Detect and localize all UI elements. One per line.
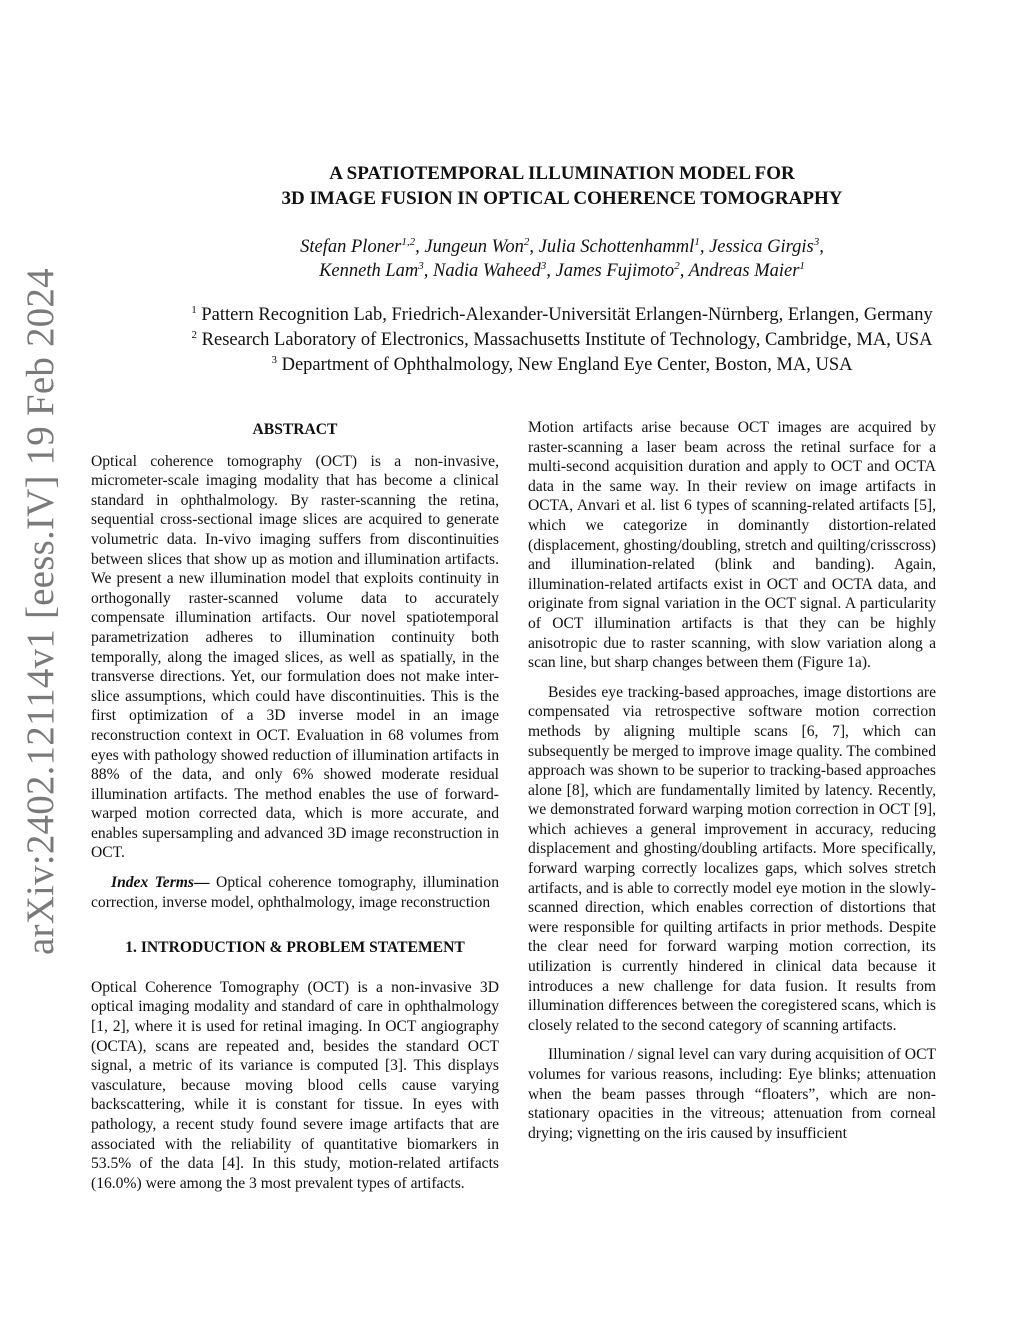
author-list bbox=[100, 235, 1024, 283]
arxiv-identifier: arXiv:2402.12114v1 [eess.IV] 19 Feb 2024 bbox=[19, 268, 62, 955]
author-separator: , bbox=[423, 261, 433, 281]
affiliation-text: Department of Ophthalmology, New England Eye Center, Boston, MA, USA bbox=[281, 355, 853, 375]
affiliation-text: Research Laboratory of Electronics, Massachusetts Institute of Technology, Cambridge, MA, USA bbox=[201, 330, 933, 350]
author-separator: , bbox=[529, 237, 539, 257]
author-affil-sup: 3 bbox=[540, 260, 547, 272]
author-line-1 bbox=[100, 235, 1024, 259]
abstract-heading: ABSTRACT bbox=[252, 421, 338, 438]
index-terms bbox=[91, 873, 499, 912]
author-name: Julia Schottenhamml bbox=[538, 237, 695, 257]
intro-paragraph-1: Optical Coherence Tomography (OCT) is a non-invasive 3D optical imaging modality and standard of care in ophthalmology [1, 2], where it is used for retinal imaging. In OCT angiography (OCTA), scans are repeated and, besides the standard OCT signal, a metric of its variance is computed [3]. This displays vasculature, because moving blood cells cause varying backscattering, while it is constant for tissue. In eyes with pathology, a recent study found severe image artifacts that are associated with the reliability of quantitative biomarkers in 53.5% of the data [4]. In this study, motion-related artifacts (16.0%) were among the 3 most prevalent types of artifacts. bbox=[91, 978, 499, 1192]
author-affil-sup: 2 bbox=[523, 236, 530, 248]
abstract-text: Optical coherence tomography (OCT) is a non-invasive, micrometer-scale imaging modality that has become a clinical standard in ophthalmology. By raster-scanning the retina, sequential cross-sectional image slices are acquired to generate volumetric data. In-vivo imaging suffers from discontinuities between slices that show up as motion and illumination artifacts. We present a new illumination model that exploits continuity in orthogonally raster-scanned volume data to accurately compensate illumination artifacts. Our novel spatiotemporal parametrization adheres to illumination continuity both temporally, along the imaged slices, as well as spatially, in the transverse directions. Yet, our formulation does not make inter-slice assumptions, which could have discontinuities. This is the first optimization of a 3D inverse model in an image reconstruction context in OCT. Evaluation in 68 volumes from eyes with pathology showed reduction of illumination artifacts in 88% of the data, and only 6% showed moderate residual illumination artifacts. The method enables the use of forward-warped motion corrected data, which is more accurate, and enables supersampling and advanced 3D image reconstruction in OCT. bbox=[91, 452, 499, 862]
intro-paragraph-3: Illumination / signal level can vary during acquisition of OCT volumes for various reasons, including: Eye blinks; attenuation when the beam passes through “floaters”, which are non-stationary opacities in the vitreous; attenuation from corneal drying; vignetting on the iris caused by insufficient bbox=[528, 1046, 936, 1142]
affiliation-3 bbox=[100, 353, 1024, 378]
paper-title bbox=[100, 161, 1024, 211]
author-name: Stefan Ploner bbox=[300, 237, 402, 257]
intro-paragraph-2: Besides eye tracking-based approaches, image distortions are compensated via retrospective software motion correction methods by aligning multiple scans [6, 7], which can subsequently be merged to improve image quality. The combined approach was shown to be superior to tracking-based approaches alone [8], which are fundamentally limited by latency. Recently, we demonstrated forward warping motion correction in OCT [9], which achieves a general improvement in accuracy, reducing displacement and ghosting/doubling artifacts. More specifically, forward warping correctly localizes gaps, which solves stretch artifacts, and is able to correctly model eye motion in the slowly-scanned direction, which enables correction of distortions that were responsible for quilting artifacts in prior methods. Despite the clear need for forward warping motion correction, its utilization is currently hindered in clinical data because it introduces a new challenge for data fusion. It results from illumination differences between the coregistered scans, which is closely related to the second category of scanning artifacts. bbox=[528, 683, 936, 1034]
affiliation-sup: 3 bbox=[271, 354, 277, 366]
index-terms-text: Optical coherence tomography, illumination correction, inverse model, ophthalmology, image reconstruction bbox=[91, 874, 499, 911]
affiliation-list bbox=[100, 303, 1024, 378]
author-affil-sup: 3 bbox=[813, 236, 820, 248]
author-name: Kenneth Lam bbox=[319, 261, 419, 281]
index-terms-label: Index Terms— bbox=[111, 874, 210, 892]
author-affil-sup: 1 bbox=[799, 260, 805, 272]
title-line-2: 3D IMAGE FUSION IN OPTICAL COHERENCE TOMOGRAPHY bbox=[281, 188, 843, 209]
section-heading: 1. INTRODUCTION & PROBLEM STATEMENT bbox=[125, 939, 465, 957]
author-name: Nadia Waheed bbox=[433, 261, 541, 281]
author-separator: , bbox=[679, 261, 689, 281]
affiliation-sup: 2 bbox=[191, 329, 198, 341]
right-column bbox=[528, 418, 936, 1153]
author-separator: , bbox=[415, 237, 425, 257]
author-affil-sup: 3 bbox=[418, 260, 424, 272]
affiliation-2 bbox=[100, 328, 1024, 353]
affiliation-text: Pattern Recognition Lab, Friedrich-Alexander-Universität Erlangen-Nürnberg, Erlangen, Germany bbox=[201, 305, 933, 325]
author-name: Andreas Maier bbox=[688, 261, 800, 281]
author-line-2 bbox=[100, 259, 1024, 283]
left-column bbox=[91, 418, 499, 1203]
title-line-1: A SPATIOTEMPORAL ILLUMINATION MODEL FOR bbox=[329, 163, 795, 184]
affiliation-1 bbox=[100, 303, 1024, 328]
author-name: James Fujimoto bbox=[555, 261, 675, 281]
author-affil-sup: 1,2 bbox=[401, 236, 416, 248]
author-separator: , bbox=[699, 237, 710, 257]
intro-paragraph-1-continued: Motion artifacts arise because OCT images are acquired by raster-scanning a laser beam across the retinal surface for a multi-second acquisition duration and apply to OCT and OCTA data in the same way. In their review on image artifacts in OCTA, Anvari et al. list 6 types of scanning-related artifacts [5], which we categorize in dominantly distortion-related (displacement, ghosting/doubling, stretch and quilting/crisscross) and illumination-related (blink and banding). Again, illumination-related artifacts exist in OCT and OCTA data, and originate from signal variation in the OCT signal. A particularity of OCT illumination artifacts is that they can be highly anisotropic due to raster scanning, with slow variation along a scan line, but sharp changes between them (Figure 1a). bbox=[528, 419, 936, 672]
affiliation-sup: 1 bbox=[191, 304, 197, 316]
author-name: Jungeun Won bbox=[424, 237, 524, 257]
author-name: Jessica Girgis bbox=[709, 237, 814, 257]
author-affil-sup: 1 bbox=[694, 236, 700, 248]
author-separator: , bbox=[546, 261, 556, 281]
author-affil-sup: 2 bbox=[674, 260, 680, 272]
author-separator: , bbox=[819, 237, 824, 257]
